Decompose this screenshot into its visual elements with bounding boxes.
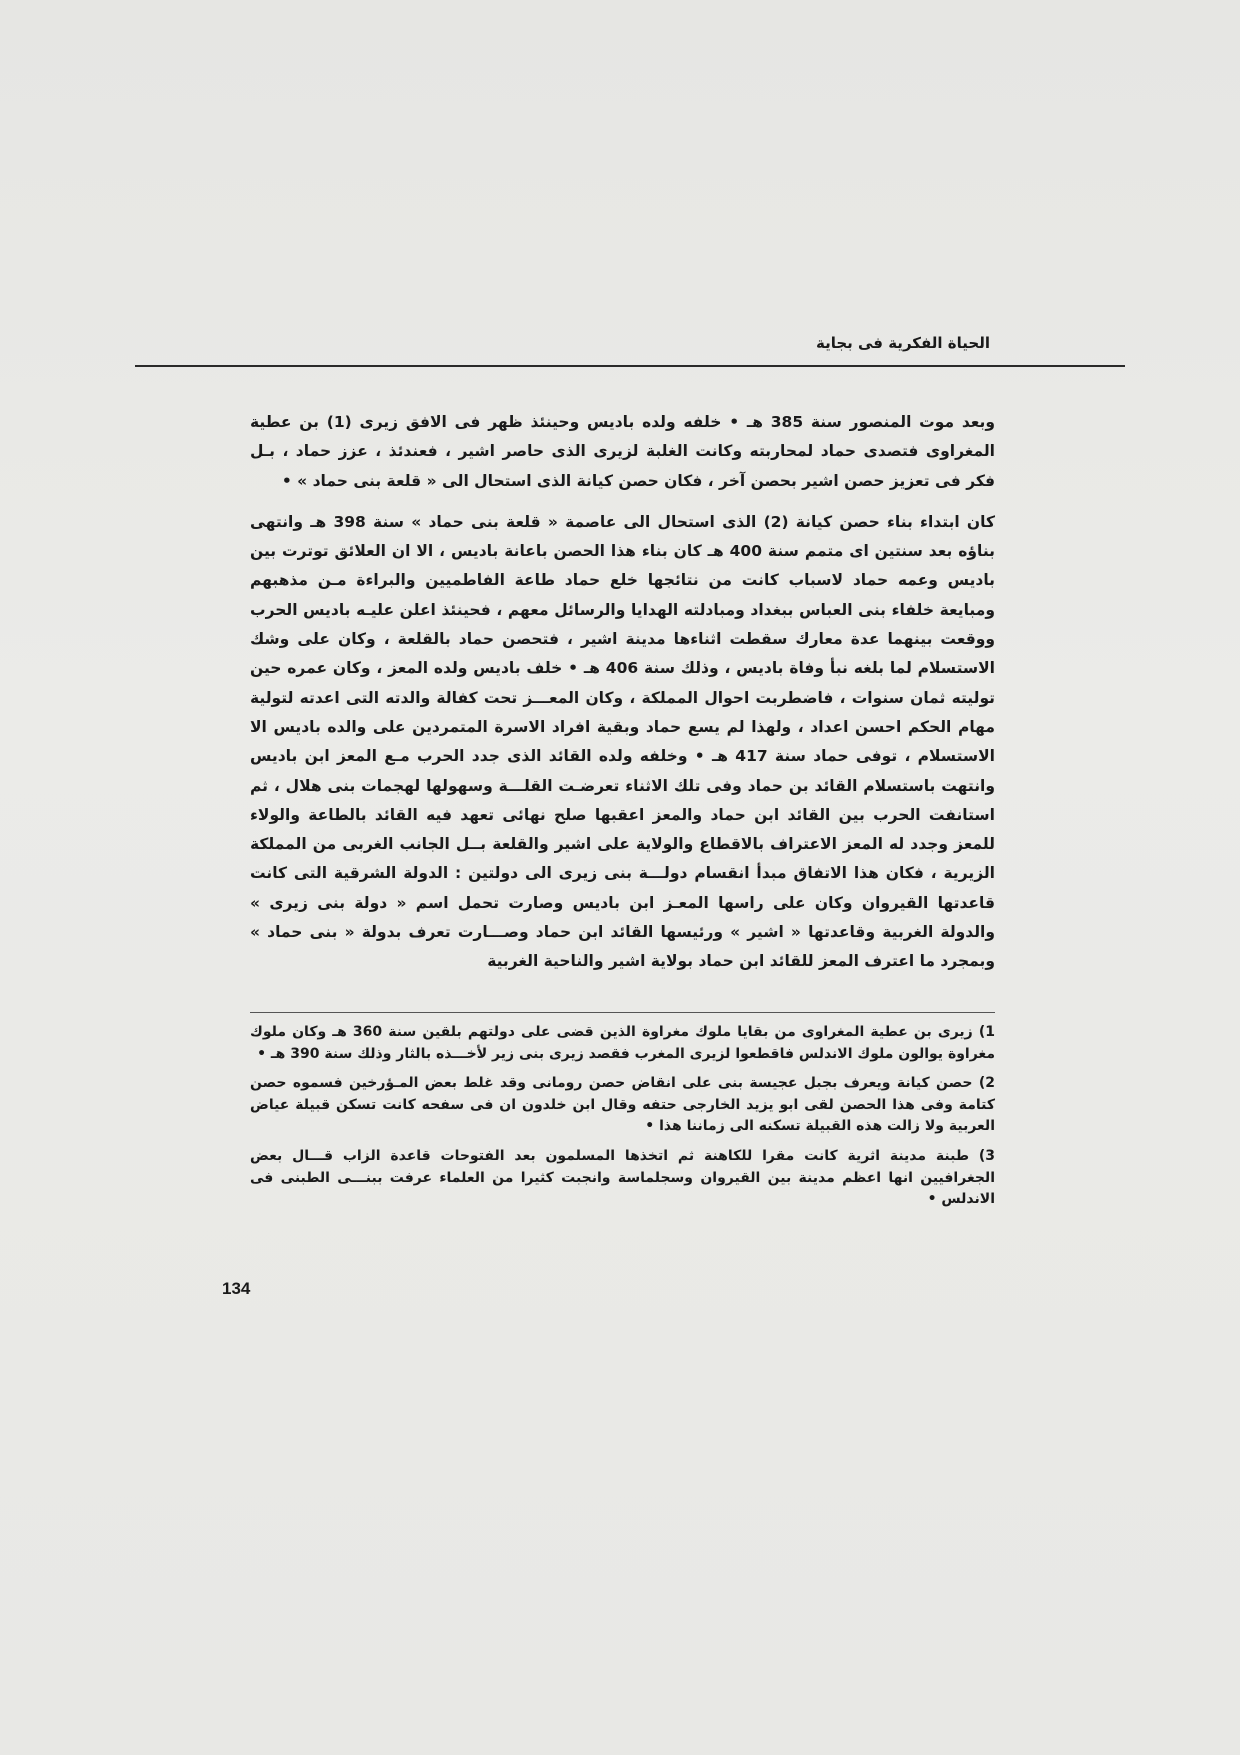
- footnote-3: 3) طبنة مدينة اثرية كانت مقرا للكاهنة ثم اتخذها المسلمون بعد الفتوحات قاعدة الزاب قـــال بعض الجغرافيين انها اعظم مدينة بين القيروان وسجلماسة وانجبت كثيرا من العلماء عرفت ببنـــى الطبنى فى الاندلس •: [250, 1147, 995, 1208]
- paragraph-1: وبعد موت المنصور سنة 385 هـ • خلفه ولده باديس وحينئذ ظهر فى الافق زيرى (1) بن عطية المغراوى فتصدى حماد لمحاربته وكانت الغلبة لزيرى الذى حاصر اشير ، فعندئذ ، عزز حماد ، بـل فكر فى تعزيز حصن اشير بحصن آخر ، فكان حصن كيانة الذى استحال الى « قلعة بنى حماد » •: [250, 413, 995, 490]
- body-text: [250, 408, 995, 977]
- footnote-1: 1) زيرى بن عطية المغراوى من بقايا ملوك مغراوة الذين قضى على دولتهم بلقين سنة 360 هـ وكان ملوك مغراوة يوالون ملوك الاندلس فاقطعوا لزيرى المغرب فقصد زيرى بنى زير لأخـــذه بالثار وذلك سنة 390 هـ •: [250, 1024, 995, 1062]
- paragraph-2: كان ابتداء بناء حصن كيانة (2) الذى استحال الى عاصمة « قلعة بنى حماد » سنة 398 هـ وانتهى بناؤه بعد سنتين اى متمم سنة 400 هـ كان بناء هذا الحصن باعانة باديس ، الا ان العلائق توترت بين باديس وعمه حماد لاسباب كانت من نتائجها خلع حماد طاعة الفاطميين والبراءة مـن مذهبهم ومبايعة خلفاء بنى العباس ببغداد ومبادلته الهدايا والرسائل معهم ، فحينئذ اعلن عليـه باديس الحرب ووقعت بينهما عدة معارك سقطت اثناءها مدينة اشير ، فتحصن حماد بالقلعة ، وكان على وشك الاستسلام لما بلغه نبأ وفاة باديس ، وذلك سنة 406 هـ • خلف باديس ولده المعز ، وكان عمره حين توليته ثمان سنوات ، فاضطربت احوال المملكة ، وكان المعـــز تحت كفالة والدته التى اعدته لتولية مهام الحكم احسن اعداد ، ولهذا لم يسع حماد وبقية افراد الاسرة المتمردين على والده باديس الا الاستسلام ، توفى حماد سنة 417 هـ • وخلفه ولده القائد الذى جدد الحرب مـع المعز ابن باديس وانتهت باستسلام القائد بن حماد وفى تلك الاثناء تعرضـت القلـــة وسهولها لهجمات بنى هلال ، ثم استانفت الحرب بين القائد ابن حماد والمعز اعقبها صلح نهائى تعهد فيه القائد بالطاعة والولاء للمعز وجدد له المعز الاعتراف بالاقطاع والولاية على اشير والقلعة بــل الجانب الغربى من المملكة الزيرية ، فكان هذا الاتفاق مبدأ انقسام دولـــة بنى زيرى الى دولتين : الدولة الشرقية التى كانت قاعدتها القيروان وكان على راسها المعـز ابن باديس وصارت تحمل اسم « دولة بنى زيرى » والدولة الغربية وقاعدتها « اشير » ورئيسها القائد ابن حماد وصـــارت تعرف بدولة « بنى حماد » وبمجرد ما اعترف المعز للقائد ابن حماد بولاية اشير والناحية الغربية: [250, 512, 995, 971]
- footnotes: [250, 1022, 995, 1219]
- footnote-2: 2) حصن كيانة ويعرف بجبل عجيسة بنى على انقاض حصن رومانى وقد غلط بعض المـؤرخين فسموه حصن كتامة وفى هذا الحصن لقى ابو يزيد الخارجى حتفه وقال ابن خلدون ان فى سفحه كانت تسكن قبيلة عياض العربية ولا زالت هذه القبيلة تسكنه الى زماننا هذا •: [250, 1075, 995, 1135]
- header-rule: [135, 365, 1125, 367]
- page-number: 134: [222, 1279, 251, 1298]
- running-header: الحياة الفكرية فى بجاية: [815, 334, 990, 352]
- footnote-separator: [250, 1012, 995, 1013]
